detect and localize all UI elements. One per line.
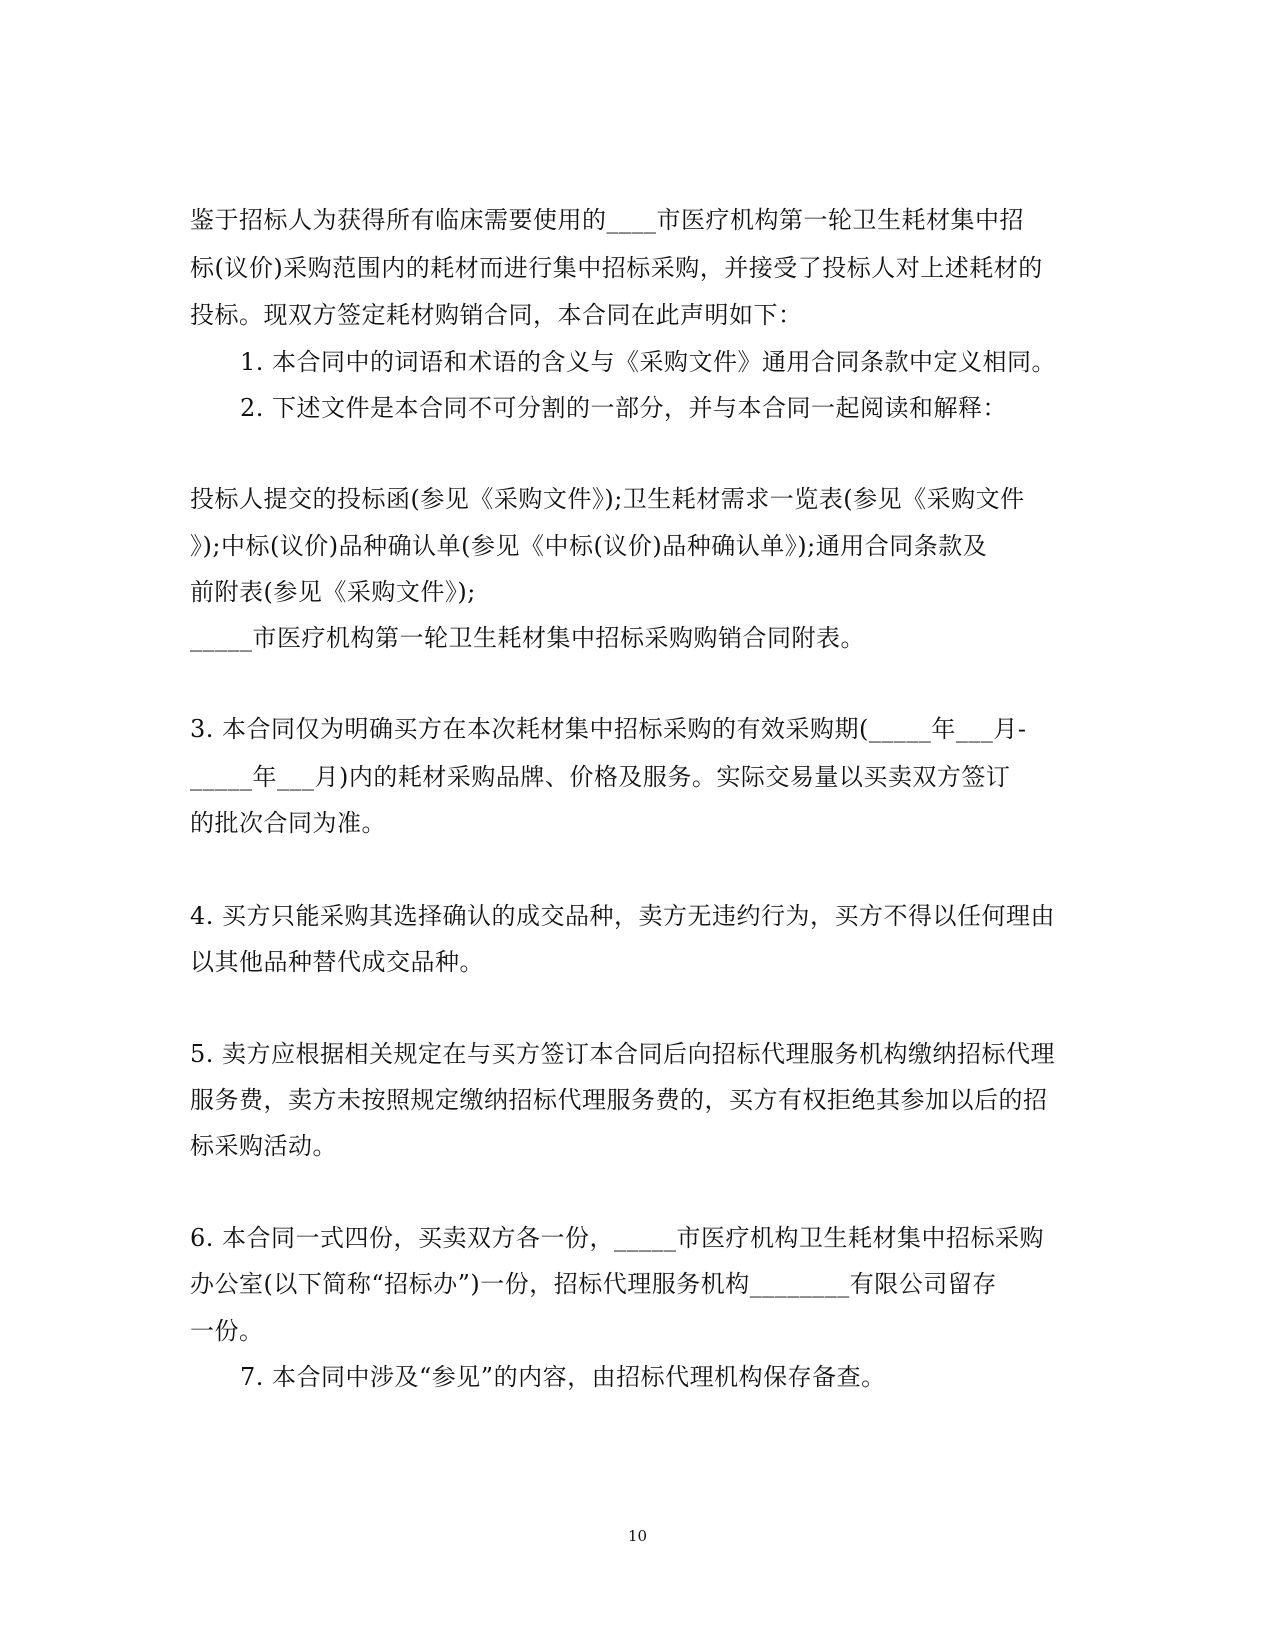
text-line: 的批次合同为准。 <box>190 809 386 837</box>
text-line: 前附表(参见《采购文件》); <box>190 578 476 606</box>
text-line: 以其他品种替代成交品种。 <box>190 948 484 976</box>
text-line: 4. 买方只能采购其选择确认的成交品种，卖方无违约行为，买方不得以任何理由 <box>190 902 1056 930</box>
text-line: 5. 卖方应根据相关规定在与买方签订本合同后向招标代理服务机构缴纳招标代理 <box>190 1040 1056 1068</box>
text-line: _____年___月)内的耗材采购品牌、价格及服务。实际交易量以买卖双方签订 <box>190 763 1011 791</box>
text-line: 》);中标(议价)品种确认单(参见《中标(议价)品种确认单》);通用合同条款及 <box>190 532 988 560</box>
text-line: 6. 本合同一式四份，买卖双方各一份，_____市医疗机构卫生耗材集中招标采购 <box>190 1224 1045 1252</box>
text-line: 办公室(以下简称“招标办”)一份，招标代理服务机构________有限公司留存 <box>190 1270 997 1298</box>
text-line: 标采购活动。 <box>190 1132 337 1160</box>
text-line: 2. 下述文件是本合同不可分割的一部分，并与本合同一起阅读和解释： <box>240 394 1008 422</box>
text-line: 1. 本合同中的词语和术语的含义与《采购文件》通用合同条款中定义相同。 <box>240 348 1057 376</box>
text-line: 投标。现双方签定耗材购销合同，本合同在此声明如下： <box>190 301 803 329</box>
page-number: 10 <box>627 1527 648 1545</box>
text-line: 鉴于招标人为获得所有临床需要使用的____市医疗机构第一轮卫生耗材集中招 <box>190 206 1024 234</box>
text-line: _____市医疗机构第一轮卫生耗材集中招标采购购销合同附表。 <box>190 624 865 652</box>
text-line: 3. 本合同仅为明确买方在本次耗材集中招标采购的有效采购期(_____年___月- <box>190 715 1027 743</box>
text-line: 标(议价)采购范围内的耗材而进行集中招标采购，并接受了投标人对上述耗材的 <box>190 254 1043 282</box>
text-line: 服务费，卖方未按照规定缴纳招标代理服务费的，买方有权拒绝其参加以后的招 <box>190 1086 1048 1114</box>
text-line: 投标人提交的投标函(参见《采购文件》);卫生耗材需求一览表(参见《采购文件 <box>190 485 1025 513</box>
text-line: 一份。 <box>190 1317 264 1345</box>
text-line: 7. 本合同中涉及“参见”的内容，由招标代理机构保存备查。 <box>240 1363 886 1391</box>
